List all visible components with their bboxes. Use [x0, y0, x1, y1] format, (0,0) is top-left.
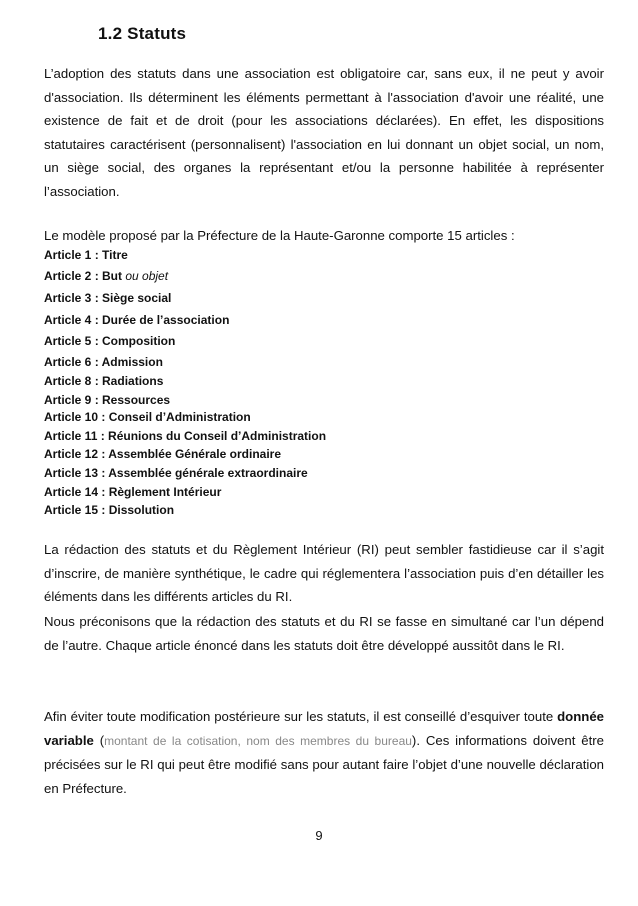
emphasis-text: donnée variable: [44, 709, 604, 748]
drafting-paragraph: La rédaction des statuts et du Règlement Intérieur (RI) peut sembler fastidieuse car il s’agit d’inscrire, de manière synthétique, le cadre qui réglementera l’association puis d’en détailler les éléments dans les différents articles du RI.: [44, 542, 604, 604]
page-number: 9: [315, 828, 323, 843]
article-item: Article 5 : Composition: [44, 334, 176, 348]
article-item: Article 2 : But ou objet: [44, 269, 169, 283]
article-item: Article 15 : Dissolution: [44, 503, 175, 517]
article-item: Article 3 : Siège social: [44, 291, 172, 305]
variable-data-paragraph: Afin éviter toute modification postérieure sur les statuts, il est conseillé d’esquiver toute donnée variable (montant de la cotisation, nom des membres du bureau). Ces informations doivent être précisées sur le RI qui peut être modifié sans pour autant faire l’objet d’une nouvelle déclaration en Préfecture.: [44, 709, 604, 796]
article-item: Article 6 : Admission: [44, 355, 163, 369]
article-item: Article 8 : Radiations: [44, 374, 164, 388]
article-item: Article 13 : Assemblée générale extraordinaire: [44, 466, 308, 480]
article-item: Article 4 : Durée de l’association: [44, 313, 230, 327]
recommendation-paragraph: Nous préconisons que la rédaction des statuts et du RI se fasse en simultané car l’un dépend de l’autre. Chaque article énoncé dans les statuts doit être développé aussitôt dans le RI.: [44, 614, 604, 653]
article-item: Article 10 : Conseil d’Administration: [44, 410, 251, 424]
article-item: Article 12 : Assemblée Générale ordinaire: [44, 447, 281, 461]
section-heading: 1.2 Statuts: [98, 24, 187, 43]
article-item: Article 9 : Ressources: [44, 393, 171, 407]
intro-paragraph: L’adoption des statuts dans une association est obligatoire car, sans eux, il ne peut y avoir d'association. Ils déterminent les éléments permettant à l'association d'avoir une réalité, une existence de fait et de droit (pour les associations déclarées). En effet, les dispositions statutaires caractérisent (personnalisent) l'association en lui donnant un objet social, un nom, un siège social, des organes la représentant et/ou la personne habilitée à représenter l’association.: [44, 66, 604, 199]
article-item: Article 14 : Règlement Intérieur: [44, 485, 222, 499]
muted-example-text: montant de la cotisation, nom des membres du bureau: [104, 733, 412, 748]
model-paragraph: Le modèle proposé par la Préfecture de la Haute-Garonne comporte 15 articles :: [44, 228, 515, 243]
article-item: Article 11 : Réunions du Conseil d’Administration: [44, 429, 327, 443]
article-item: Article 1 : Titre: [44, 248, 128, 262]
